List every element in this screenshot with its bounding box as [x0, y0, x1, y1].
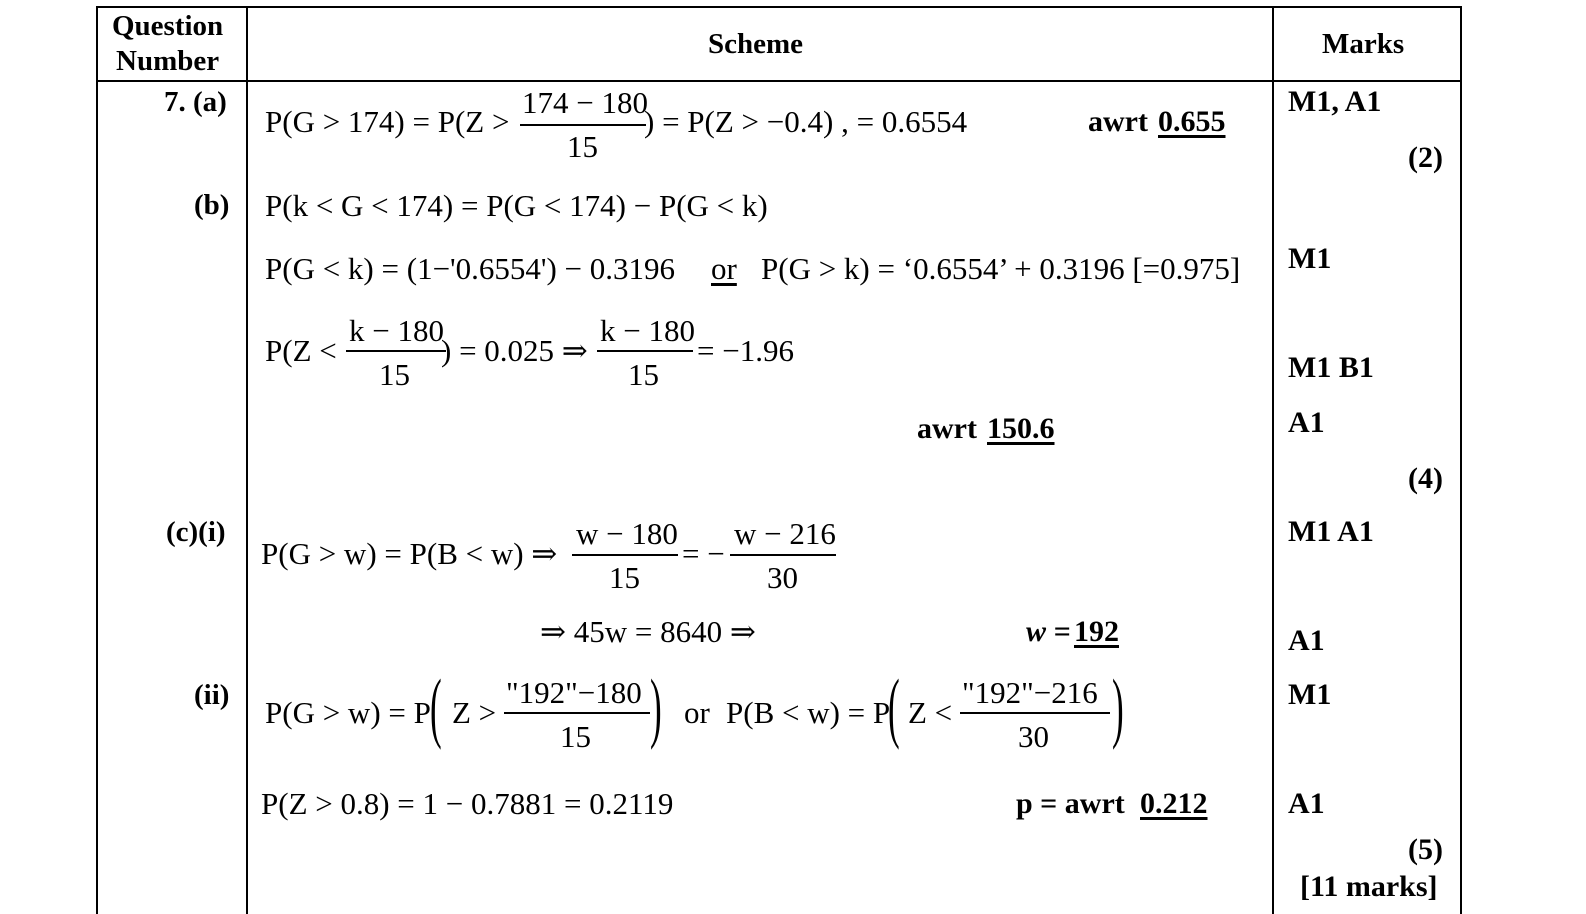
part-c-line2-marks: A1: [1288, 624, 1325, 657]
part-c-line1-eq: = −: [682, 536, 725, 571]
part-c-ii-open-paren-1: (: [430, 663, 442, 750]
part-b-fraction-1-numerator: k − 180: [349, 313, 444, 348]
part-a-line1-left: P(G > 174) = P(Z >: [265, 104, 510, 139]
table-border-right: [1460, 6, 1462, 914]
part-c-ii-close-paren-1: ): [650, 663, 662, 750]
part-c-ii-label: (ii): [194, 679, 230, 711]
part-b-fraction-1-denominator: 15: [379, 357, 410, 392]
part-c-fraction-2-denominator: 30: [767, 560, 798, 595]
part-b-label: (b): [194, 189, 230, 221]
part-b-line1: P(k < G < 174) = P(G < 174) − P(G < k): [265, 188, 768, 223]
part-a-fraction: [520, 86, 646, 162]
header-divider: [96, 80, 1462, 82]
table-border-left: [96, 6, 98, 914]
header-question-number-line2: Number: [116, 45, 220, 77]
part-c-ii-left2: P(B < w) = P: [726, 695, 891, 730]
part-b-awrt: awrt: [917, 412, 977, 445]
part-c-ii-close-paren-2: ): [1112, 663, 1124, 750]
part-b-line2-left: P(G < k) = (1−'0.6554') − 0.3196: [265, 251, 676, 286]
grand-total: [11 marks]: [1300, 870, 1438, 903]
part-c-line2: ⇒ 45w = 8640 ⇒: [540, 614, 756, 649]
part-a-marks: M1, A1: [1288, 85, 1382, 118]
part-c-ii-marks: M1: [1288, 678, 1332, 711]
part-c-line1-left: P(G > w) = P(B < w) ⇒: [261, 536, 558, 571]
header-question-number-line1: Question: [112, 10, 224, 42]
part-c-ii-fraction-2-bar: [960, 712, 1110, 714]
column-divider-marks: [1272, 6, 1274, 914]
part-c-fraction-1-bar: [572, 554, 678, 556]
part-c-ii-fraction-1-numerator: "192"−180: [506, 675, 642, 710]
part-b-fraction-2-denominator: 15: [628, 357, 659, 392]
part-b-total: (4): [1408, 462, 1443, 495]
part-b-line3-marks: M1 B1: [1288, 351, 1374, 384]
part-c-ii-fraction-2-denominator: 30: [1018, 719, 1049, 754]
part-c-ii-p-label: p = awrt: [1016, 787, 1125, 820]
part-c-ii-z2: Z <: [908, 695, 953, 730]
part-b-fraction-2-bar: [597, 350, 693, 352]
part-b-fraction-1: [346, 314, 446, 390]
part-a-fraction-denominator: 15: [567, 129, 598, 164]
part-c-ii-line2-marks: A1: [1288, 787, 1325, 820]
part-c-fraction-2-bar: [730, 554, 836, 556]
part-c-total: (5): [1408, 833, 1443, 866]
part-c-ii-left1: P(G > w) = P: [265, 695, 431, 730]
part-c-ii-fraction-2: [960, 676, 1110, 752]
part-c-ii-p-value: 0.212: [1140, 787, 1208, 820]
part-b-line3-left: P(Z <: [265, 333, 337, 368]
part-a-line1-right: ) = P(Z > −0.4) , = 0.6554: [644, 104, 968, 139]
part-b-line2-marks: M1: [1288, 242, 1332, 275]
part-c-fraction-1: [572, 517, 678, 593]
part-b-line3-right: = −1.96: [697, 333, 794, 368]
header-scheme: Scheme: [708, 28, 804, 60]
part-c-w-label-text: w =: [1026, 615, 1071, 648]
part-c-w-value: 192: [1074, 615, 1119, 648]
part-c-ii-fraction-1: [504, 676, 650, 752]
part-c-ii-z1: Z >: [452, 695, 497, 730]
part-c-ii-open-paren-2: (: [888, 663, 900, 750]
part-a-awrt: awrt: [1088, 105, 1148, 138]
part-c-line1-marks: M1 A1: [1288, 515, 1374, 548]
part-b-awrt-marks: A1: [1288, 406, 1325, 439]
part-b-line2-right: P(G > k) = ‘0.6554’ + 0.3196 [=0.975]: [761, 251, 1241, 286]
part-a-total: (2): [1408, 141, 1443, 174]
part-b-fraction-1-bar: [346, 350, 446, 352]
part-b-awrt-value: 150.6: [987, 412, 1055, 445]
table-border-top: [96, 6, 1462, 8]
part-c-ii-fraction-1-bar: [504, 712, 650, 714]
part-b-line3-mid: ) = 0.025 ⇒: [441, 333, 588, 368]
part-a-label: 7. (a): [164, 86, 227, 118]
part-c-i-label: (c)(i): [166, 516, 226, 548]
part-a-fraction-numerator: 174 − 180: [522, 85, 648, 120]
part-c-fraction-1-denominator: 15: [609, 560, 640, 595]
column-divider-question: [246, 6, 248, 914]
part-c-fraction-1-numerator: w − 180: [576, 516, 678, 551]
part-c-ii-or: or: [684, 695, 710, 730]
part-b-fraction-2-numerator: k − 180: [600, 313, 695, 348]
part-a-fraction-bar: [520, 124, 646, 126]
part-c-fraction-2: [730, 517, 836, 593]
part-c-ii-fraction-1-denominator: 15: [560, 719, 591, 754]
part-b-fraction-2: [597, 314, 693, 390]
part-c-fraction-2-numerator: w − 216: [734, 516, 836, 551]
part-c-ii-fraction-2-numerator: "192"−216: [962, 675, 1098, 710]
part-c-ii-line2: P(Z > 0.8) = 1 − 0.7881 = 0.2119: [261, 786, 674, 821]
part-a-awrt-value: 0.655: [1158, 105, 1226, 138]
part-c-w-label: [1026, 617, 1071, 647]
header-marks: Marks: [1322, 28, 1405, 60]
part-b-line2-or: or: [711, 251, 737, 286]
